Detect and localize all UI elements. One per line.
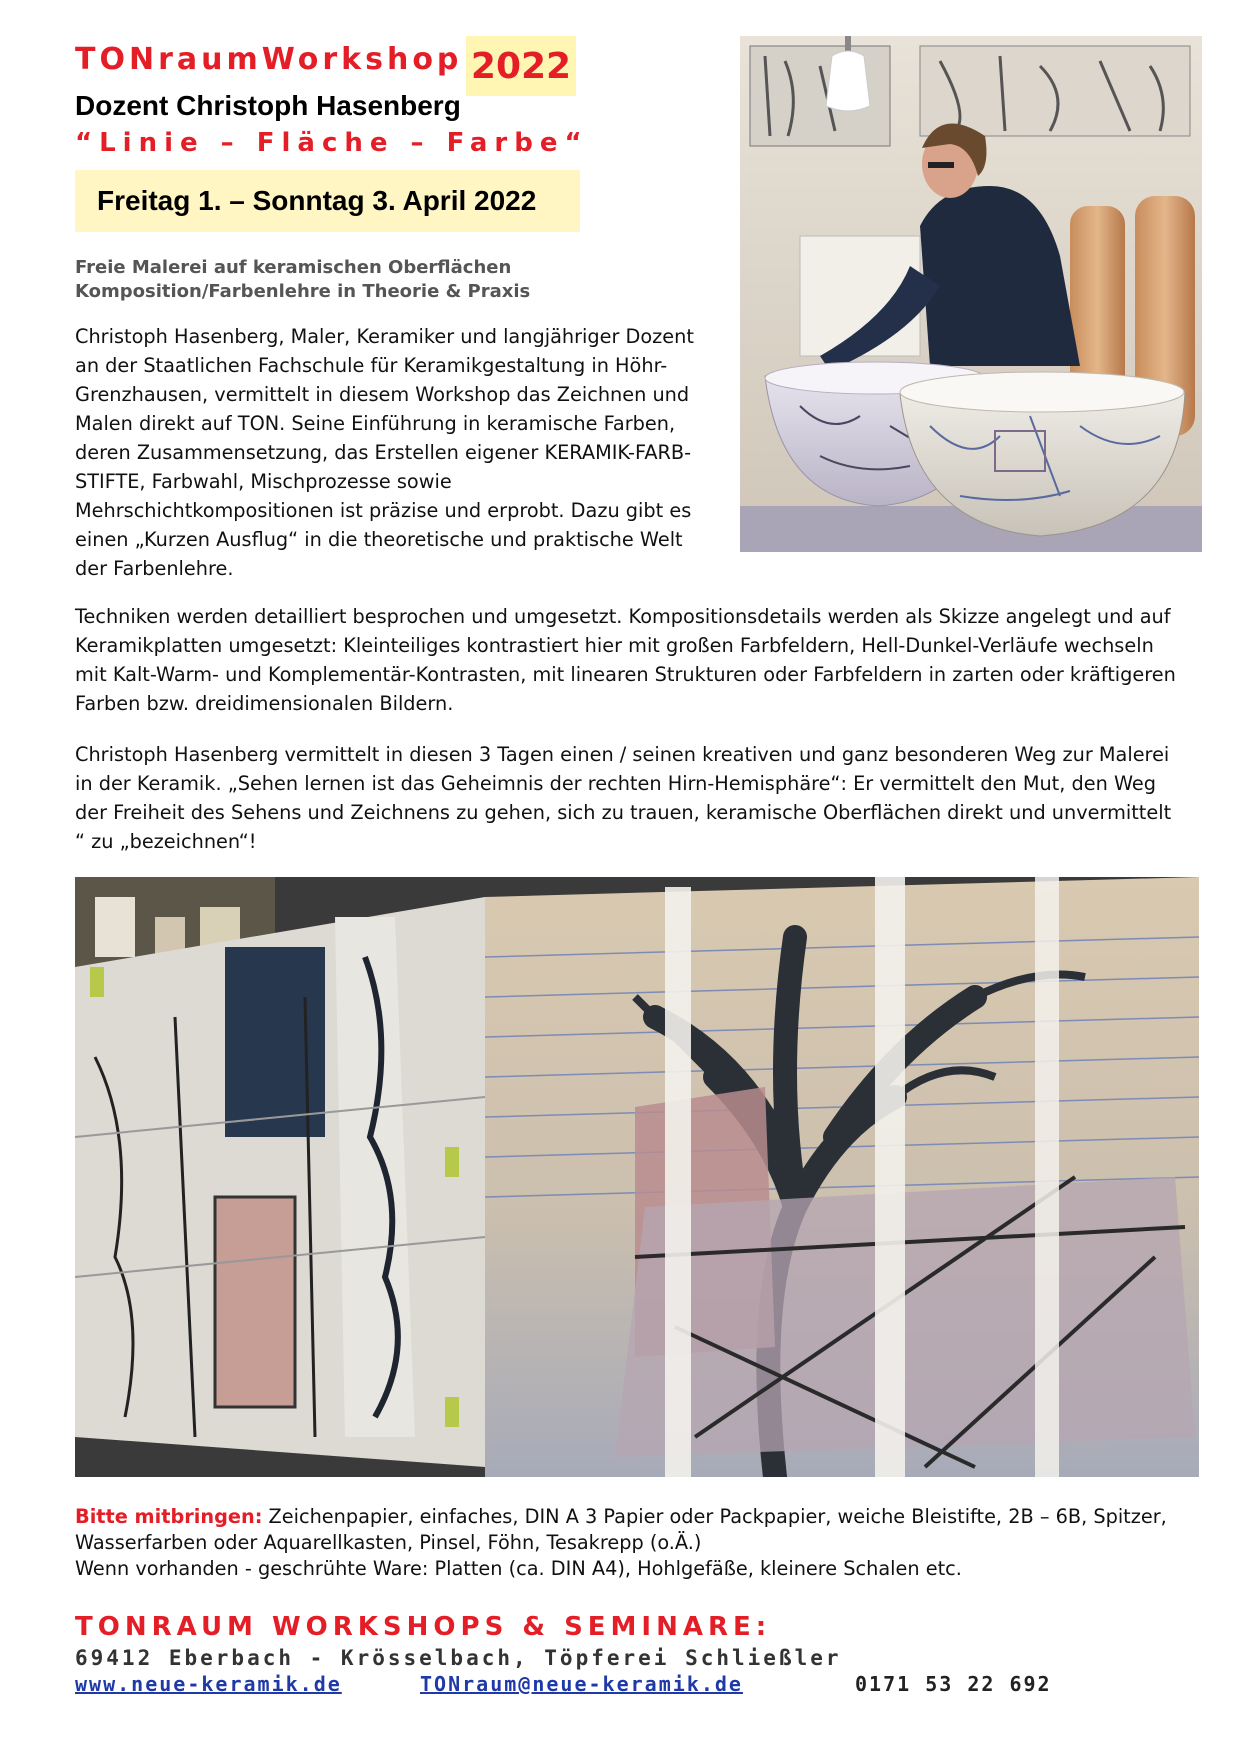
- date-banner: Freitag 1. – Sonntag 3. April 2022: [75, 170, 580, 232]
- bring-optional: Wenn vorhanden - geschrühte Ware: Platten (ca. DIN A4), Hohlgefäße, kleinere Schalen etc.: [75, 1557, 962, 1580]
- tagline-line-2: Komposition/Farbenlehre in Theorie & Praxis: [75, 281, 531, 302]
- intro-paragraph: Christoph Hasenberg, Maler, Keramiker und langjähriger Dozent an der Staatlichen Fachschule für Keramikgestaltung in Höhr-Grenzhausen, vermittelt in diesem Workshop das Zeichnen und Malen direkt auf TON. Seine Einführung in keramische Farben, deren Zusammensetzung, das Erstellen eigener KERAMIK-FARB-STIFTE, Farbwahl, Mischprozesse sowie Mehrschichtkompositionen ist präzise und erprobt. Dazu gibt es einen „Kurzen Ausflug“ in die theoretische und praktische Welt der Farbenlehre.: [75, 325, 694, 580]
- footer-title: TONRAUM WORKSHOPS & SEMINARE:: [75, 1612, 772, 1642]
- hanging-paintings-illustration: [75, 877, 1199, 1477]
- mission-paragraph: Christoph Hasenberg vermittelt in diesen 3 Tagen einen / seinen kreativen und ganz besonderen Weg zur Malerei in der Keramik. „Sehen lernen ist das Geheimnis der rechten Hirn-Hemisphäre“: Er vermittelt den Mut, den Weg der Freiheit des Sehens und Zeichnens zu gehen, sich zu trauen, keramische Oberflächen direkt und unvermittelt “ zu „bezeichnen“!: [75, 743, 1172, 853]
- footer-address: 69412 Eberbach - Krösselbach, Töpferei Schließler: [75, 1646, 842, 1670]
- bring-items-line: [75, 1504, 1195, 1556]
- year-badge: 2022: [466, 36, 576, 96]
- phone-number: 0171 53 22 692: [855, 1672, 1052, 1696]
- bring-list: [75, 1504, 1195, 1582]
- website-link[interactable]: www.neue-keramik.de: [75, 1672, 342, 1696]
- bring-label: Bitte mitbringen:: [75, 1505, 263, 1528]
- techniques-paragraph: Techniken werden detailliert besprochen und umgesetzt. Kompositionsdetails werden als Skizze angelegt und auf Keramikplatten umgesetzt: Kleinteiliges kontrastiert hier mit großen Farbfeldern, Hell-Dunkel-Verläufe wechseln mit Kalt-Warm- und Komplementär-Kontrasten, mit linearen Strukturen oder Farbfeldern in zarten oder kräftigeren Farben bzw. dreidimensionalen Bildern.: [75, 605, 1176, 715]
- workshop-subtitle: “Linie – Fläche – Farbe“: [75, 128, 589, 158]
- artwork-photo: [75, 877, 1199, 1477]
- artist-photo: [740, 36, 1202, 552]
- tagline-line-1: Freie Malerei auf keramischen Oberflächen: [75, 257, 512, 278]
- lecturer-heading: Dozent Christoph Hasenberg: [75, 90, 461, 121]
- workshop-title: TONraumWorkshop: [75, 42, 463, 77]
- tagline: [75, 256, 530, 304]
- email-link[interactable]: TONraum@neue-keramik.de: [420, 1672, 743, 1696]
- bring-items: Zeichenpapier, einfaches, DIN A 3 Papier oder Packpapier, weiche Bleistifte, 2B – 6B, Spitzer, Wasserfarben oder Aquarellkasten, Pinsel, Föhn, Tesakrepp (o.Ä.): [75, 1505, 1167, 1554]
- artist-at-work-illustration: [740, 36, 1202, 552]
